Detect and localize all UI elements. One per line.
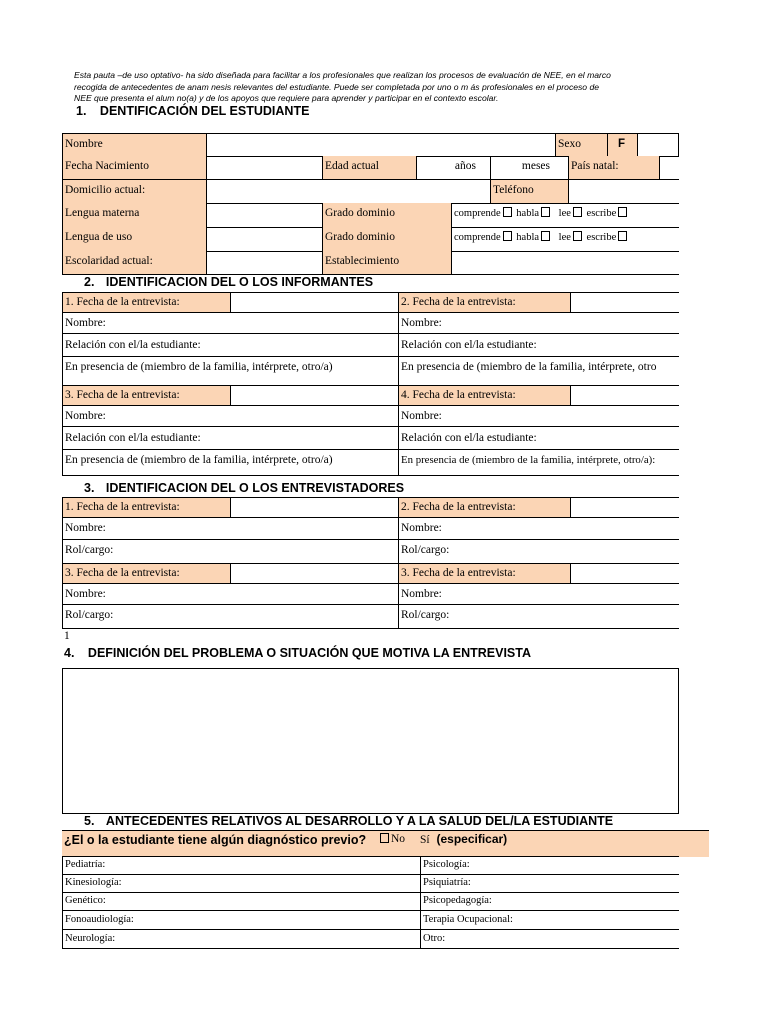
field-nombre-entrevistador-3[interactable]: Nombre:: [65, 588, 106, 600]
section-title: DENTIFICACIÓN DEL ESTUDIANTE: [99, 104, 310, 118]
label-domicilio: Domicilio actual:: [62, 180, 207, 204]
option-comprende: comprende: [454, 232, 501, 243]
label-grado-dominio-2: Grado dominio: [323, 227, 452, 252]
intro-line: Esta pauta –de uso optativo- ha sido diseñada para facilitar a los profesionales que realizan los procesos de evaluación de NEE, en el marco: [74, 70, 611, 80]
input-fecha-entrevista-3[interactable]: [231, 386, 398, 405]
field-relacion-informante-3[interactable]: Relación con el/la estudiante:: [65, 432, 201, 444]
label-no: No: [391, 833, 406, 845]
option-escribe: escribe: [586, 208, 617, 219]
field-pediatria[interactable]: Pediatría:: [65, 859, 106, 870]
field-nombre-entrevistador-4[interactable]: Nombre:: [401, 588, 442, 600]
field-rol-entrevistador-1[interactable]: Rol/cargo:: [65, 544, 114, 556]
option-lee: lee: [558, 208, 571, 219]
field-fonoaudiologia[interactable]: Fonoaudiología:: [65, 914, 134, 925]
page-number: 1: [64, 630, 70, 642]
field-nombre-informante-4[interactable]: Nombre:: [401, 410, 442, 422]
input-fecha-entrevistador-3[interactable]: [231, 564, 398, 583]
checkbox-habla[interactable]: [541, 207, 550, 217]
section-number: 4.: [64, 646, 75, 660]
input-escolaridad[interactable]: [207, 251, 323, 275]
input-lengua-uso[interactable]: [207, 227, 323, 252]
section-2-heading: [84, 275, 373, 289]
section-4-heading: [64, 646, 531, 660]
checkbox-comprende[interactable]: [503, 231, 512, 241]
field-rol-entrevistador-3[interactable]: Rol/cargo:: [65, 609, 114, 621]
input-sexo-extra[interactable]: [638, 133, 679, 157]
label-lengua-uso: Lengua de uso: [62, 227, 207, 252]
option-si[interactable]: [420, 832, 507, 846]
field-psicopedagogia[interactable]: Psicopedagogía:: [423, 895, 492, 906]
field-nombre-informante-3[interactable]: Nombre:: [65, 410, 106, 422]
input-fecha-entrevistador-2[interactable]: [571, 498, 679, 517]
intro-paragraph: [74, 70, 680, 105]
label-grado-dominio-1: Grado dominio: [323, 203, 452, 228]
field-otro[interactable]: Otro:: [423, 933, 446, 944]
label-fecha-entrevistador-4: 3. Fecha de la entrevista:: [399, 564, 570, 583]
field-presencia-informante-2[interactable]: En presencia de (miembro de la familia, intérprete, otro: [401, 361, 657, 373]
section-number: 3.: [84, 481, 95, 495]
label-fecha-entrevistador-1: 1. Fecha de la entrevista:: [63, 498, 230, 517]
field-presencia-informante-4[interactable]: En presencia de (miembro de la familia, intérprete, otro/a):: [401, 454, 656, 466]
input-fecha-entrevista-1[interactable]: [231, 293, 398, 312]
field-nombre-entrevistador-1[interactable]: Nombre:: [65, 522, 106, 534]
input-pais-natal[interactable]: [660, 156, 679, 180]
field-nombre-informante-1[interactable]: Nombre:: [65, 317, 106, 329]
checkbox-lee[interactable]: [573, 231, 582, 241]
label-escolaridad: Escolaridad actual:: [62, 251, 207, 275]
checkbox-no[interactable]: [380, 833, 389, 843]
label-fecha-entrevista-3: 3. Fecha de la entrevista:: [63, 386, 230, 405]
section-title: ANTECEDENTES RELATIVOS AL DESARROLLO Y A LA SALUD DEL/LA ESTUDIANTE: [105, 814, 614, 828]
input-fecha-entrevista-4[interactable]: [571, 386, 679, 405]
section-1-heading: [76, 104, 309, 118]
section-number: 5.: [84, 814, 95, 828]
label-anos: años: [417, 156, 491, 180]
sexo-value[interactable]: F: [608, 133, 638, 157]
option-comprende: comprende: [454, 208, 501, 219]
input-lengua-materna[interactable]: [207, 203, 323, 228]
section-5-heading: [84, 814, 613, 828]
field-presencia-informante-3[interactable]: En presencia de (miembro de la familia, intérprete, otro/a): [65, 454, 333, 466]
field-rol-entrevistador-4[interactable]: Rol/cargo:: [401, 609, 450, 621]
field-rol-entrevistador-2[interactable]: Rol/cargo:: [401, 544, 450, 556]
input-telefono[interactable]: [569, 180, 679, 204]
label-establecimiento: Establecimiento: [323, 251, 452, 275]
field-relacion-informante-4[interactable]: Relación con el/la estudiante:: [401, 432, 537, 444]
field-psiquiatria[interactable]: Psiquiatría:: [423, 877, 471, 888]
option-habla: habla: [516, 208, 540, 219]
label-fecha-entrevista-2: 2. Fecha de la entrevista:: [399, 293, 570, 312]
checkbox-escribe[interactable]: [618, 231, 627, 241]
option-no: [378, 833, 405, 845]
input-fecha-entrevistador-4[interactable]: [571, 564, 679, 583]
section-title: IDENTIFICACION DEL O LOS ENTREVISTADORES: [105, 481, 405, 495]
option-lee: lee: [558, 232, 571, 243]
diagnosis-question: ¿El o la estudiante tiene algún diagnóstico previo?: [64, 833, 367, 847]
option-habla: habla: [516, 232, 540, 243]
field-kinesiologia[interactable]: Kinesiología:: [65, 877, 122, 888]
section-title: IDENTIFICACION DEL O LOS INFORMANTES: [105, 275, 374, 289]
checkbox-escribe[interactable]: [618, 207, 627, 217]
label-fecha-entrevistador-3: 3. Fecha de la entrevista:: [63, 564, 230, 583]
label-fecha-entrevista-4: 4. Fecha de la entrevista:: [399, 386, 570, 405]
field-nombre-entrevistador-2[interactable]: Nombre:: [401, 522, 442, 534]
input-nombre[interactable]: [207, 133, 556, 157]
label-nombre: Nombre: [62, 133, 207, 157]
field-presencia-informante-1[interactable]: En presencia de (miembro de la familia, intérprete, otro/a): [65, 361, 333, 373]
field-relacion-informante-2[interactable]: Relación con el/la estudiante:: [401, 339, 537, 351]
label-meses: meses: [491, 156, 569, 180]
field-relacion-informante-1[interactable]: Relación con el/la estudiante:: [65, 339, 201, 351]
intro-line: NEE que presenta el alum no(a) y de los apoyos que requiere para aprender y participar en el contexto escolar.: [74, 93, 499, 103]
label-sexo: Sexo: [556, 133, 608, 157]
input-fecha-entrevistador-1[interactable]: [231, 498, 398, 517]
label-pais-natal: País natal:: [569, 156, 660, 180]
label-fecha-entrevistador-2: 2. Fecha de la entrevista:: [399, 498, 570, 517]
label-edad-actual: Edad actual: [323, 156, 417, 180]
label-lengua-materna: Lengua materna: [62, 203, 207, 228]
input-establecimiento[interactable]: [452, 251, 679, 275]
option-escribe: escribe: [586, 232, 617, 243]
section-number: 2.: [84, 275, 95, 289]
section-title: DEFINICIÓN DEL PROBLEMA O SITUACIÓN QUE MOTIVA LA ENTREVISTA: [87, 646, 531, 660]
label-telefono: Teléfono: [491, 180, 569, 204]
field-nombre-informante-2[interactable]: Nombre:: [401, 317, 442, 329]
section-3-heading: [84, 481, 404, 495]
intro-line: recogida de antecedentes de anam nesis relevantes del estudiante. Puede ser completada por uno o m ás profesionales en el proceso de: [74, 81, 600, 92]
field-psicologia[interactable]: Psicología:: [423, 859, 470, 870]
checkbox-comprende[interactable]: [503, 207, 512, 217]
input-fecha-nacimiento[interactable]: [207, 156, 323, 180]
label-fecha-nacimiento: Fecha Nacimiento: [62, 156, 207, 180]
checkbox-habla[interactable]: [541, 231, 550, 241]
field-neurologia[interactable]: Neurología:: [65, 933, 116, 944]
checkbox-lee[interactable]: [573, 207, 582, 217]
section-number: 1.: [76, 104, 87, 118]
input-domicilio[interactable]: [207, 180, 491, 204]
grado-dominio-options-2: [452, 227, 679, 252]
label-especificar: (especificar): [436, 832, 508, 846]
label-si: Sí: [420, 834, 430, 846]
problem-definition-textarea[interactable]: [62, 668, 679, 814]
grado-dominio-options-1: [452, 203, 679, 228]
input-fecha-entrevista-2[interactable]: [571, 293, 679, 312]
field-genetico[interactable]: Genético:: [65, 895, 106, 906]
label-fecha-entrevista-1: 1. Fecha de la entrevista:: [63, 293, 230, 312]
field-terapia-ocupacional[interactable]: Terapia Ocupacional:: [423, 914, 513, 925]
